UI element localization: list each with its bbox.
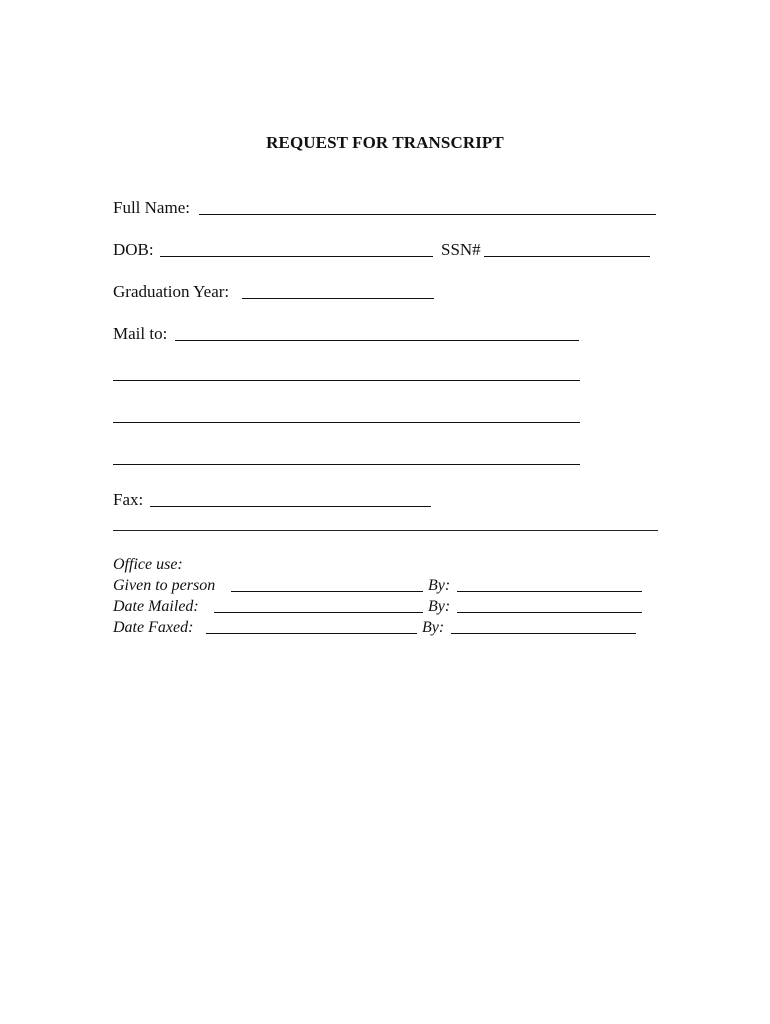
- ssn-field[interactable]: [484, 256, 650, 257]
- date-faxed-field[interactable]: [206, 633, 417, 634]
- date-faxed-label: Date Faxed:: [113, 619, 194, 636]
- full-name-field[interactable]: [199, 214, 656, 215]
- dob-field[interactable]: [160, 256, 433, 257]
- faxed-by-label: By:: [422, 619, 445, 636]
- dob-label: DOB:: [113, 240, 154, 259]
- office-use-heading: Office use:: [113, 556, 183, 573]
- mailed-by-label: By:: [428, 598, 451, 615]
- mail-to-address-line-1[interactable]: [113, 380, 580, 381]
- given-to-person-field[interactable]: [231, 591, 423, 592]
- fax-field[interactable]: [150, 506, 431, 507]
- mailed-by-field[interactable]: [457, 612, 642, 613]
- mail-to-address-line-2[interactable]: [113, 422, 580, 423]
- graduation-year-label: Graduation Year:: [113, 282, 230, 301]
- date-mailed-label: Date Mailed:: [113, 598, 199, 615]
- mail-to-label: Mail to:: [113, 324, 168, 343]
- mail-to-field[interactable]: [175, 340, 579, 341]
- given-by-field[interactable]: [457, 591, 642, 592]
- section-divider: [113, 530, 658, 531]
- page-title: REQUEST FOR TRANSCRIPT: [266, 133, 504, 152]
- mail-to-address-line-3[interactable]: [113, 464, 580, 465]
- full-name-label: Full Name:: [113, 198, 190, 217]
- date-mailed-field[interactable]: [214, 612, 423, 613]
- faxed-by-field[interactable]: [451, 633, 636, 634]
- fax-label: Fax:: [113, 490, 144, 509]
- graduation-year-field[interactable]: [242, 298, 434, 299]
- given-by-label: By:: [428, 577, 451, 594]
- ssn-label: SSN#: [441, 240, 481, 259]
- given-to-person-label: Given to person: [113, 577, 216, 594]
